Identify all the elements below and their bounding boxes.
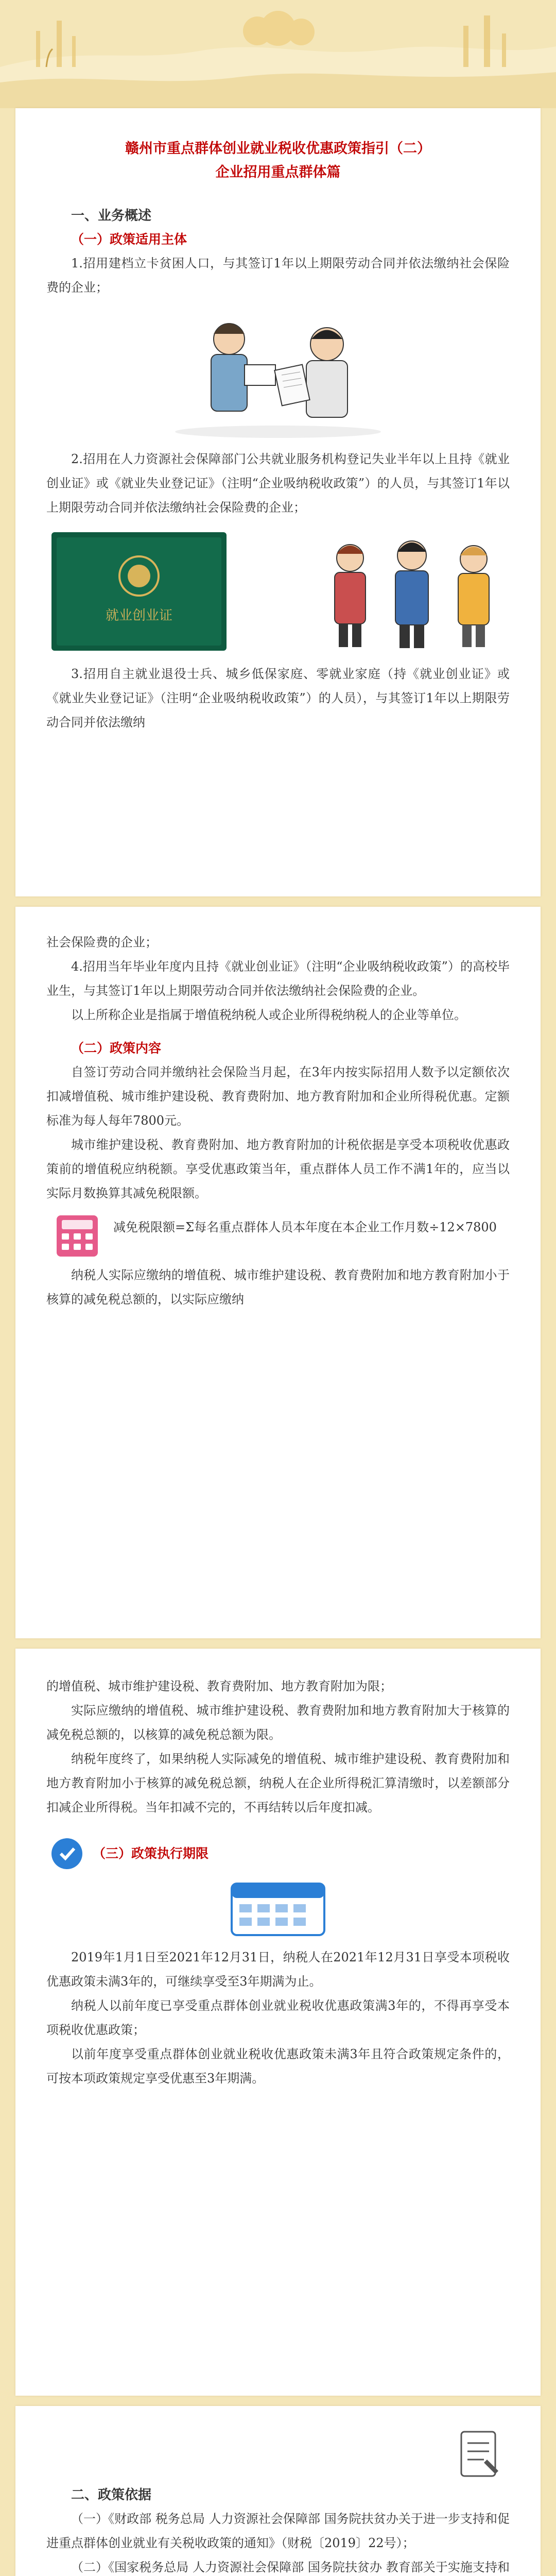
document-icon	[448, 2427, 510, 2483]
paragraph: 纳税年度终了，如果纳税人实际减免的增值税、城市维护建设税、教育费附加和地方教育附加小于核算的减免税总额，纳税人在企业所得税汇算清缴时，以差额部分扣减企业所得税。当年扣减不完的，不再结转以后年度扣减。	[46, 1752, 510, 1815]
banner-illustration	[0, 0, 556, 108]
paragraph: 城市维护建设税、教育费附加、地方教育附加的计税依据是享受本项税收优惠政策前的增值税应纳税额。享受优惠政策当年，重点群体人员工作不满1年的，应当以实际月数换算其减免税限额。	[46, 1138, 510, 1200]
certificate-title: 就业创业证	[105, 608, 173, 623]
job-seekers-illustration	[314, 527, 510, 656]
paragraph: （二）《国家税务总局 人力资源社会保障部 国务院扶贫办 教育部关于实施支持和	[71, 2560, 510, 2574]
subsection-heading-content: （二）政策内容	[71, 1041, 162, 1056]
formula-text: 减免税限额=Σ每名重点群体人员本年度在本企业工作月数÷12×7800	[113, 1220, 497, 1234]
paragraph: 1.招用建档立卡贫困人口，与其签订1年以上期限劳动合同并依法缴纳社会保险费的企业；	[46, 256, 510, 295]
header-banner	[0, 0, 556, 108]
card-overview	[15, 108, 541, 896]
paragraph: 以前年度享受重点群体创业就业税收优惠政策未满3年且符合政策规定条件的，可按本项政策规定享受优惠至3年期满。	[46, 2047, 510, 2086]
card-policy-basis	[15, 2406, 541, 2576]
section-heading-overview: 一、业务概述	[71, 208, 152, 224]
calculator-icon	[46, 1213, 108, 1259]
paragraph: （一）《财政部 税务总局 人力资源社会保障部 国务院扶贫办关于进一步支持和促进重点群体创业就业有关税收政策的通知》（财税〔2019〕22号）；	[46, 2512, 510, 2550]
paragraph: 3.招用自主就业退役士兵、城乡低保家庭、零就业家庭（持《就业创业证》或《就业失业登记证》（注明“企业吸纳税收政策”）的人员），与其签订1年以上期限劳动合同并依法缴纳	[46, 667, 510, 730]
paragraph: 2019年1月1日至2021年12月31日，纳税人在2021年12月31日享受本项税收优惠政策未满3年的，可继续享受至3年期满为止。	[46, 1950, 510, 1989]
page-title: 赣州市重点群体创业就业税收优惠政策指引（二）	[125, 141, 431, 157]
paragraph: 纳税人以前年度已享受重点群体创业就业税收优惠政策满3年的，不得再享受本项税收优惠政策；	[46, 1998, 510, 2037]
paragraph: 以上所称企业是指属于增值税纳税人或企业所得税纳税人的企业等单位。	[71, 1008, 466, 1022]
paragraph: 纳税人实际应缴纳的增值税、城市维护建设税、教育费附加和地方教育附加小于核算的减免税总额的，以实际应缴纳	[46, 1268, 510, 1307]
page-subtitle: 企业招用重点群体篇	[215, 164, 341, 180]
people-illustration	[167, 303, 389, 442]
badge-icon	[46, 1833, 88, 1874]
employment-certificate-image	[46, 527, 232, 656]
section-heading-basis: 二、政策依据	[71, 2487, 152, 2503]
paragraph: 自签订劳动合同并缴纳社会保险当月起，在3年内按实际招用人数予以定额依次扣减增值税、城市维护建设税、教育费附加、地方教育附加和企业所得税优惠。定额标准为每人每年7800元。	[46, 1065, 510, 1128]
calendar-illustration	[211, 1878, 345, 1940]
paragraph: 实际应缴纳的增值税、城市维护建设税、教育费附加和地方教育附加大于核算的减免税总额的，以核算的减免税总额为限。	[46, 1703, 510, 1742]
subsection-heading-subject: （一）政策适用主体	[71, 232, 187, 247]
paragraph: 的增值税、城市维护建设税、教育费附加、地方教育附加为限；	[46, 1679, 392, 1693]
paragraph: 2.招用在人力资源社会保障部门公共就业服务机构登记失业半年以上且持《就业创业证》或《就业失业登记证》（注明“企业吸纳税收政策”）的人员，与其签订1年以上期限劳动合同并依法缴纳社会保险费的企业；	[46, 452, 510, 515]
paragraph: 4.招用当年毕业年度内且持《就业创业证》（注明“企业吸纳税收政策”）的高校毕业生，与其签订1年以上期限劳动合同并依法缴纳社会保险费的企业。	[46, 959, 510, 998]
card-policy-period	[15, 1649, 541, 2396]
paragraph: 社会保险费的企业；	[46, 935, 158, 950]
card-policy-content	[15, 907, 541, 1638]
subsection-heading-period: （三）政策执行期限	[93, 1846, 209, 1861]
